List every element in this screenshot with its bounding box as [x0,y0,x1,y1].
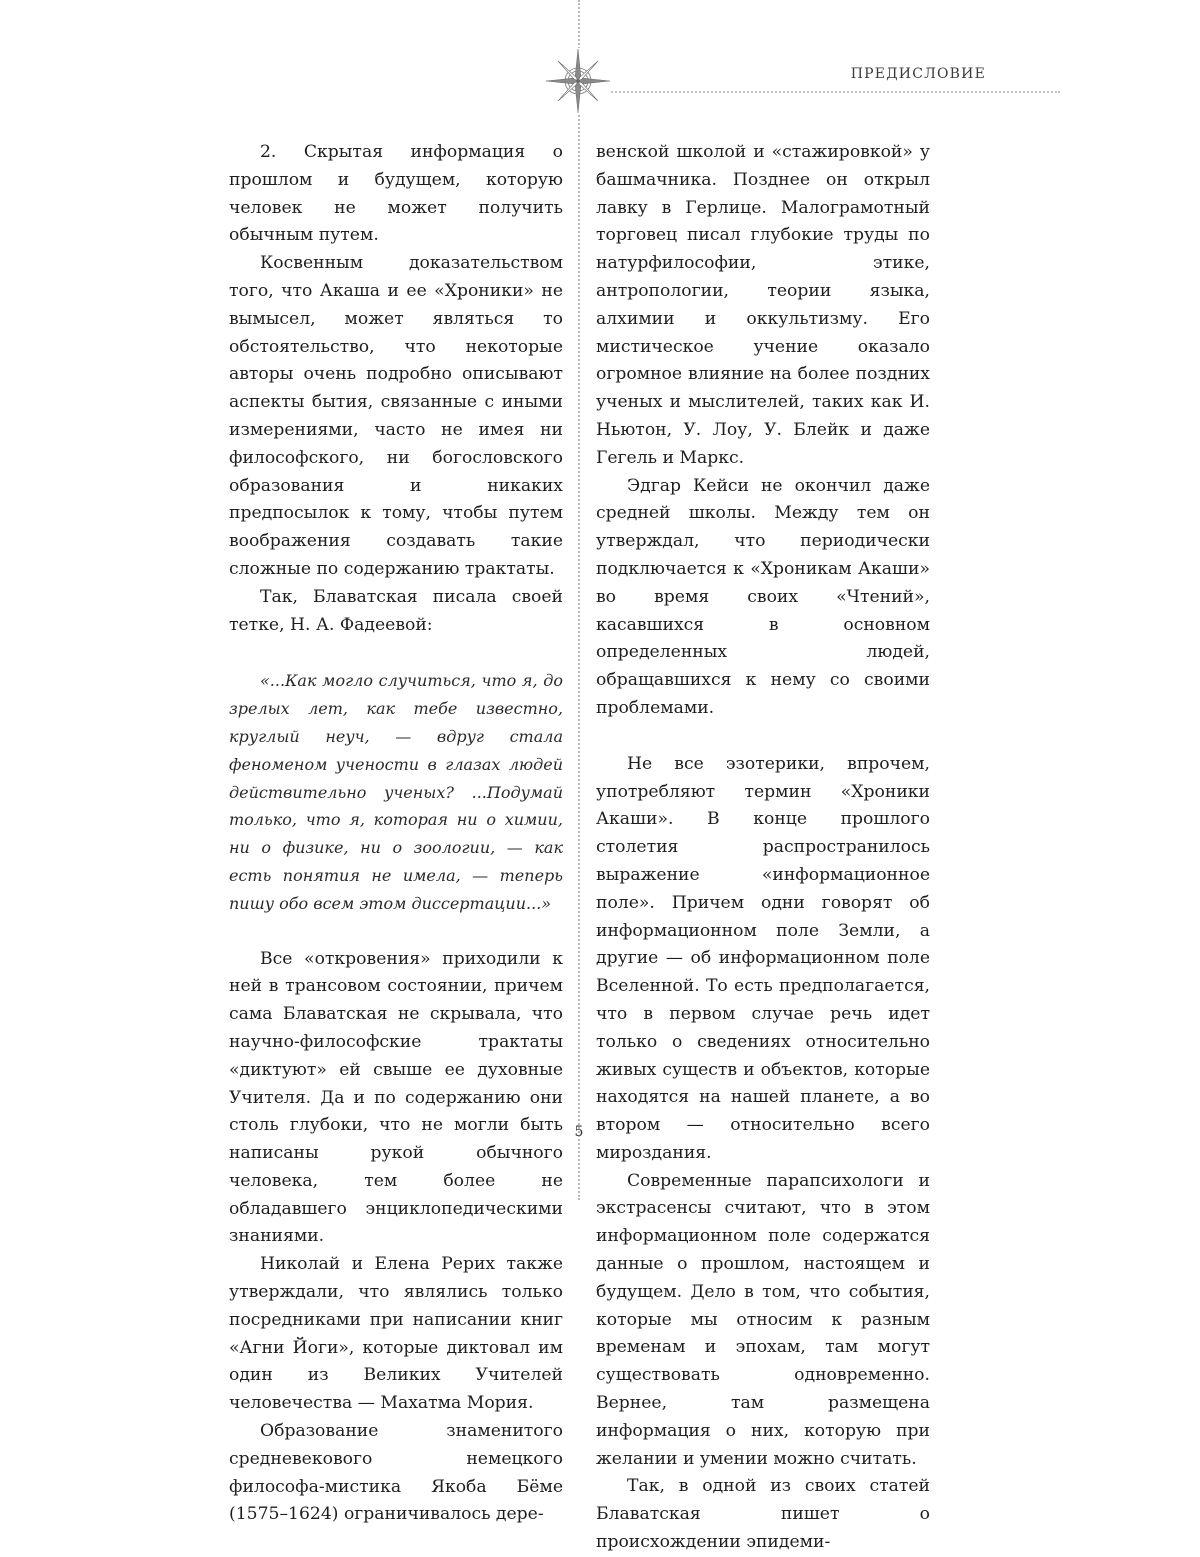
running-head: ПРЕДИСЛОВИЕ [850,66,986,82]
paragraph: Так, Блаватская писала своей тетке, Н. А. Фадеевой: [229,586,563,635]
left-text-column [229,139,563,1529]
paragraph: Образование знаменитого средневекового немецкого философа-мистика Якоба Бёме (1575–1624) ограничивалось дере- [229,1421,563,1525]
paragraph: Все «откровения» приходили к ней в трансовом состоянии, причем сама Блаватская не скрывала, что научно-философские трактаты «диктуют» ей свыше ее духовные Учителя. Да и по содержанию они столь глубоки, что не могли быть написаны рукой обычного человека, тем более не обладавшего энциклопедическими знаниями. [229,948,563,1247]
paragraph: Так, в одной из своих статей Блаватская пишет о происхождении эпидеми- [596,1476,930,1553]
paragraph-continuation: венской школой и «стажировкой» у башмачника. Позднее он открыл лавку в Герлице. Малограмотный торговец писал глубокие труды по натурфилософии, этике, антропологии, теории языка, алхимии и оккультизму. Его мистическое учение оказало огромное влияние на более поздних ученых и мыслителей, таких как И. Ньютон, У. Лоу, У. Блейк и даже Гегель и Маркс. [596,142,930,468]
letter-quote [229,667,563,917]
quote-text: «...Как могло случиться, что я, до зрелых лет, как тебе известно, круглый неуч, — вдруг стала феноменом учености в глазах людей действительно ученых? ...Подумай только, что я, которая ни о химии, ни о физике, ни о зоологии, — как есть понятия не имела, — теперь пишу обо всем этом диссертации...» [229,671,563,913]
page-number: 5 [574,1124,584,1140]
right-text-column [596,139,930,1557]
header-dotted-rule [600,91,1060,93]
center-dotted-divider [578,0,580,1200]
paragraph: 2. Скрытая информация о прошлом и будущем, которую человек не может получить обычным путем. [229,142,563,246]
compass-rose-icon [545,48,611,114]
paragraph: Николай и Елена Рерих также утверждали, что являлись только посредниками при написании книг «Агни Йоги», которые диктовал им один из Великих Учителей человечества — Махатма Мория. [229,1254,563,1414]
paragraph: Не все эзотерики, впрочем, употребляют термин «Хроники Акаши». В конце прошлого столетия распространилось выражение «информационное поле». Причем одни говорят об информационном поле Земли, а другие — об информационном поле Вселенной. То есть предполагается, что в первом случае речь идет только о сведениях относительно живых существ и объектов, которые находятся на нашей планете, а во втором — относительно всего мироздания. [596,753,930,1163]
paragraph: Косвенным доказательством того, что Акаша и ее «Хроники» не вымысел, может являться то обстоятельство, что некоторые авторы очень подробно описывают аспекты бытия, связанные с иными измерениями, часто не имея ни философского, ни богословского образования и никаких предпосылок к тому, чтобы путем воображения создавать такие сложные по содержанию трактаты. [229,253,563,579]
paragraph: Современные парапсихологи и экстрасенсы считают, что в этом информационном поле содержатся данные о прошлом, настоящем и будущем. Дело в том, что события, которые мы относим к разным временам и эпохам, там могут существовать одновременно. Вернее, там размещена информация о них, которую при желании и умении можно считать. [596,1170,930,1469]
paragraph: Эдгар Кейси не окончил даже средней школы. Между тем он утверждал, что периодически подключается к «Хроникам Акаши» во время своих «Чтений», касавшихся в основном определенных людей, обращавшихся к нему со своими проблемами. [596,475,930,718]
